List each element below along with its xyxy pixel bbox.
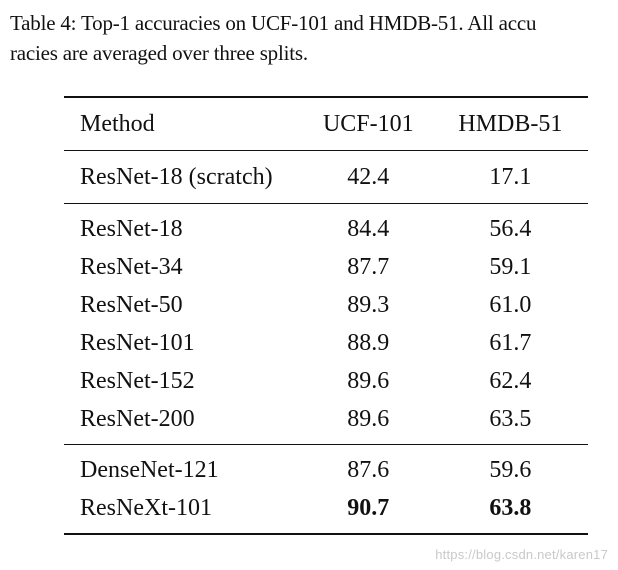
cell-method: ResNet-18 (scratch): [64, 151, 304, 204]
cell-ucf101: 84.4: [304, 204, 433, 249]
cell-ucf101: 87.7: [347, 253, 390, 280]
cell-method: ResNet-101: [80, 329, 195, 356]
cell-ucf101: 90.7: [304, 489, 433, 534]
caption-line-2: racies are averaged over three splits.: [10, 41, 308, 65]
cell-ucf101: 88.9: [347, 329, 390, 356]
cell-method: ResNet-34: [80, 253, 183, 280]
cell-hmdb51: 56.4: [433, 204, 588, 249]
watermark-text: https://blog.csdn.net/karen17: [435, 547, 608, 562]
table-row: [64, 324, 588, 362]
cell-hmdb51: 59.1: [489, 253, 532, 280]
table-row: [64, 204, 588, 249]
table-row: [64, 362, 588, 400]
table-caption: [10, 8, 618, 68]
cell-ucf101: 89.6: [347, 367, 390, 394]
cell-method: ResNet-152: [80, 367, 195, 394]
cell-method: ResNeXt-101: [64, 489, 304, 534]
cell-ucf101: 42.4: [304, 151, 433, 204]
cell-ucf101: 87.6: [304, 445, 433, 490]
results-table-wrapper: [64, 96, 588, 535]
table-row: [64, 151, 588, 204]
cell-hmdb51: 17.1: [433, 151, 588, 204]
table-row: [64, 286, 588, 324]
header-hmdb51: HMDB-51: [433, 97, 588, 151]
table-header-row: [64, 97, 588, 151]
cell-method: ResNet-200: [80, 405, 195, 432]
cell-method: DenseNet-121: [64, 445, 304, 490]
table-row: [64, 400, 588, 445]
cell-method: ResNet-18: [64, 204, 304, 249]
cell-hmdb51: 61.0: [489, 291, 532, 318]
caption-line-1: Table 4: Top-1 accuracies on UCF-101 and HMDB-51. All accu: [10, 11, 537, 35]
cell-hmdb51: 63.5: [489, 405, 532, 432]
header-ucf101: UCF-101: [304, 97, 433, 151]
table-row: [64, 445, 588, 490]
table-row: [64, 248, 588, 286]
results-table: [64, 96, 588, 535]
cell-method: ResNet-50: [80, 291, 183, 318]
cell-hmdb51: 62.4: [489, 367, 532, 394]
cell-ucf101: 89.6: [347, 405, 390, 432]
cell-hmdb51: 61.7: [489, 329, 532, 356]
table-row: [64, 489, 588, 534]
cell-hmdb51: 63.8: [433, 489, 588, 534]
cell-hmdb51: 59.6: [433, 445, 588, 490]
cell-ucf101: 89.3: [347, 291, 390, 318]
header-method: Method: [64, 97, 304, 151]
